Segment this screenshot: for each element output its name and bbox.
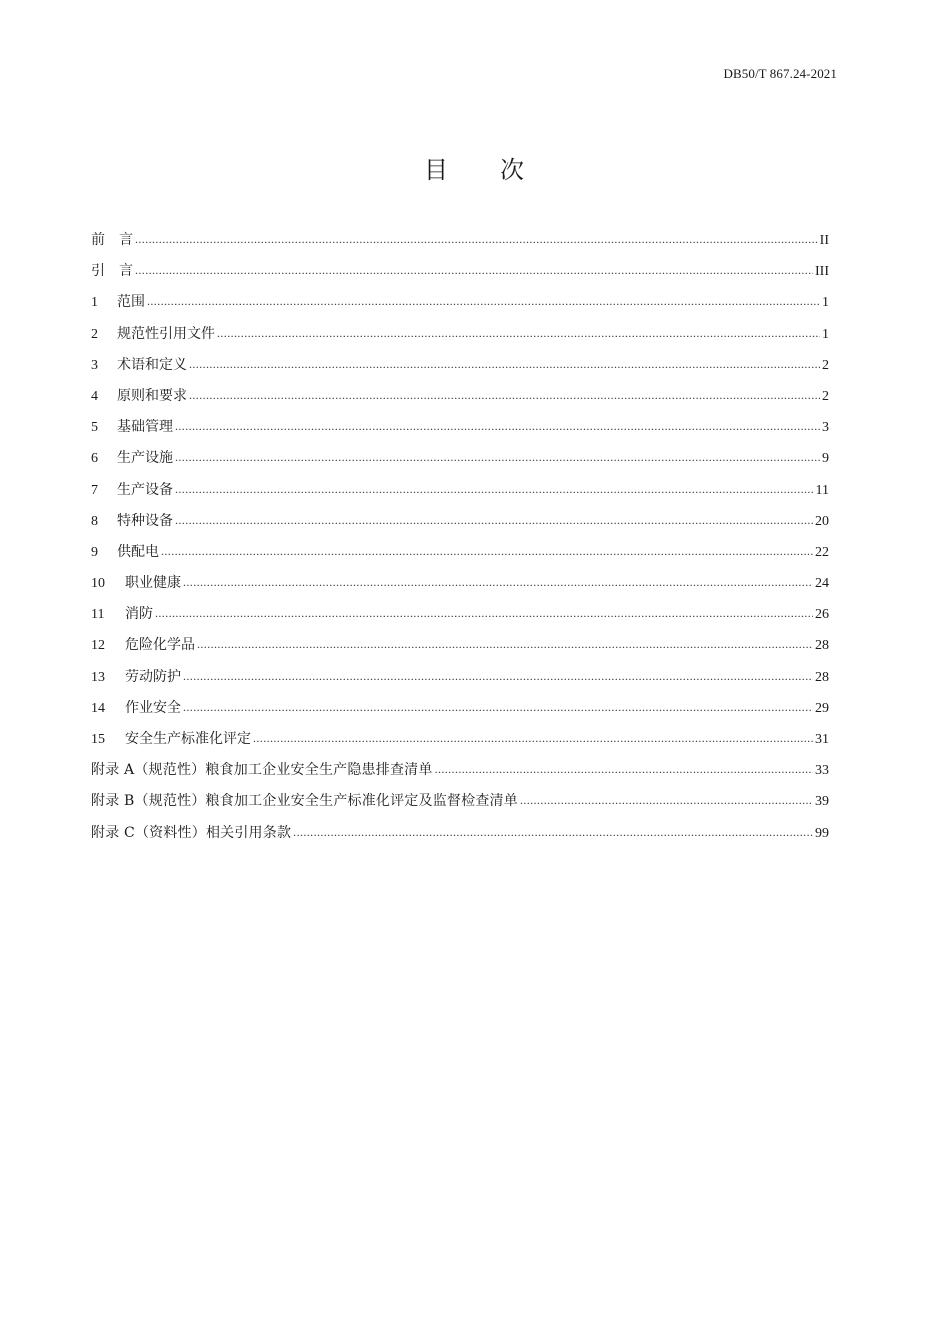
toc-leader-dots: [183, 692, 813, 723]
toc-leader-dots: [253, 723, 813, 754]
toc-entry-page: 2: [822, 388, 829, 404]
toc-entry-label: 劳动防护: [125, 668, 181, 685]
toc-entry-label: 生产设备: [117, 481, 173, 498]
toc-leader-dots: [183, 661, 813, 692]
toc-entry-introduction[interactable]: [91, 256, 829, 287]
toc-entry-label: 生产设施: [117, 450, 173, 467]
toc-entry-page: 29: [815, 700, 829, 716]
title-char-1: 目: [424, 156, 450, 184]
table-of-contents: [91, 225, 829, 849]
toc-entry-number: 14: [91, 700, 105, 716]
toc-entry-label: 原则和要求: [117, 387, 187, 404]
toc-entry-page: 9: [822, 451, 829, 467]
document-code: DB50/T 867.24-2021: [723, 66, 837, 81]
toc-entry-label: 消防: [125, 606, 153, 623]
toc-leader-dots: [155, 598, 813, 629]
toc-entry-3[interactable]: [91, 350, 829, 381]
toc-leader-dots: [435, 754, 813, 785]
toc-leader-dots: [161, 536, 813, 567]
toc-entry-14[interactable]: [91, 693, 829, 724]
toc-leader-dots: [183, 567, 813, 598]
toc-entry-number: 7: [91, 482, 98, 498]
toc-entry-number: 13: [91, 669, 105, 685]
toc-entry-7[interactable]: [91, 475, 829, 506]
toc-entry-number: 10: [91, 576, 105, 592]
toc-entry-4[interactable]: [91, 381, 829, 412]
toc-leader-dots: [175, 505, 813, 536]
toc-leader-dots: [197, 629, 813, 660]
toc-leader-dots: [147, 286, 820, 317]
toc-entry-page: 99: [815, 825, 829, 841]
toc-entry-page: II: [819, 233, 829, 248]
toc-leader-dots: [217, 318, 820, 349]
toc-entry-label: 安全生产标准化评定: [125, 731, 251, 747]
toc-entry-page: 24: [815, 576, 829, 592]
toc-entry-13[interactable]: [91, 662, 829, 693]
toc-entry-page: 3: [822, 420, 829, 436]
toc-entry-number: 15: [91, 732, 105, 747]
toc-entry-appendix-c[interactable]: [91, 818, 829, 849]
toc-entry-label: 附录 B（规范性）粮食加工企业安全生产标准化评定及监督检查清单: [91, 793, 518, 810]
toc-entry-page: 11: [815, 482, 829, 498]
toc-entry-page: 22: [815, 544, 829, 560]
toc-entry-number: 6: [91, 451, 98, 467]
toc-entry-number: 11: [91, 607, 105, 623]
toc-entry-1[interactable]: [91, 287, 829, 318]
toc-entry-appendix-b[interactable]: [91, 786, 829, 817]
toc-entry-number: 9: [91, 544, 98, 560]
toc-entry-page: 39: [815, 794, 829, 810]
toc-leader-dots: [135, 224, 818, 255]
toc-entry-label: 范围: [117, 294, 145, 311]
toc-entry-page: 1: [822, 326, 829, 342]
toc-entry-label: 附录 C（资料性）相关引用条款: [91, 824, 292, 841]
toc-entry-number: 2: [91, 326, 98, 342]
toc-entry-label: 术语和定义: [117, 356, 187, 373]
toc-entry-2[interactable]: [91, 319, 829, 350]
toc-leader-dots: [189, 349, 820, 380]
toc-entry-number: 1: [91, 295, 98, 311]
toc-entry-12[interactable]: [91, 630, 829, 661]
toc-entry-label: 前 言: [91, 232, 133, 248]
toc-entry-label: 附录 A（规范性）粮食加工企业安全生产隐患排查清单: [91, 762, 433, 779]
toc-entry-6[interactable]: [91, 443, 829, 474]
toc-entry-label: 规范性引用文件: [117, 325, 215, 342]
toc-entry-page: 20: [815, 513, 829, 529]
toc-entry-label: 基础管理: [117, 419, 173, 436]
toc-entry-page: 26: [815, 607, 829, 623]
toc-entry-9[interactable]: [91, 537, 829, 568]
toc-entry-number: 3: [91, 357, 98, 373]
toc-entry-5[interactable]: [91, 412, 829, 443]
toc-entry-number: 12: [91, 638, 105, 654]
toc-entry-number: 8: [91, 513, 98, 529]
toc-entry-page: III: [815, 264, 829, 280]
toc-entry-label: 危险化学品: [125, 637, 195, 654]
toc-entry-page: 28: [815, 638, 829, 654]
toc-leader-dots: [293, 817, 813, 848]
toc-entry-label: 作业安全: [125, 699, 181, 716]
toc-entry-label: 职业健康: [125, 575, 181, 592]
toc-leader-dots: [520, 785, 813, 816]
toc-entry-preface[interactable]: [91, 225, 829, 256]
toc-leader-dots: [175, 411, 820, 442]
toc-entry-page: 2: [822, 357, 829, 373]
page-title: [0, 150, 950, 185]
toc-leader-dots: [175, 474, 814, 505]
toc-entry-number: 4: [91, 388, 98, 404]
toc-entry-8[interactable]: [91, 506, 829, 537]
toc-entry-10[interactable]: [91, 568, 829, 599]
toc-entry-label: 引 言: [91, 263, 133, 280]
toc-entry-appendix-a[interactable]: [91, 755, 829, 786]
toc-entry-page: 28: [815, 669, 829, 685]
toc-entry-label: 特种设备: [117, 512, 173, 529]
toc-entry-page: 1: [822, 295, 829, 311]
toc-entry-number: 5: [91, 420, 98, 436]
toc-leader-dots: [175, 442, 820, 473]
title-char-2: 次: [500, 156, 526, 184]
toc-entry-15[interactable]: [91, 724, 829, 755]
toc-entry-label: 供配电: [117, 543, 159, 560]
toc-entry-page: 33: [815, 763, 829, 779]
toc-leader-dots: [135, 255, 813, 286]
toc-entry-11[interactable]: [91, 599, 829, 630]
toc-entry-page: 31: [815, 732, 829, 747]
toc-leader-dots: [189, 380, 820, 411]
